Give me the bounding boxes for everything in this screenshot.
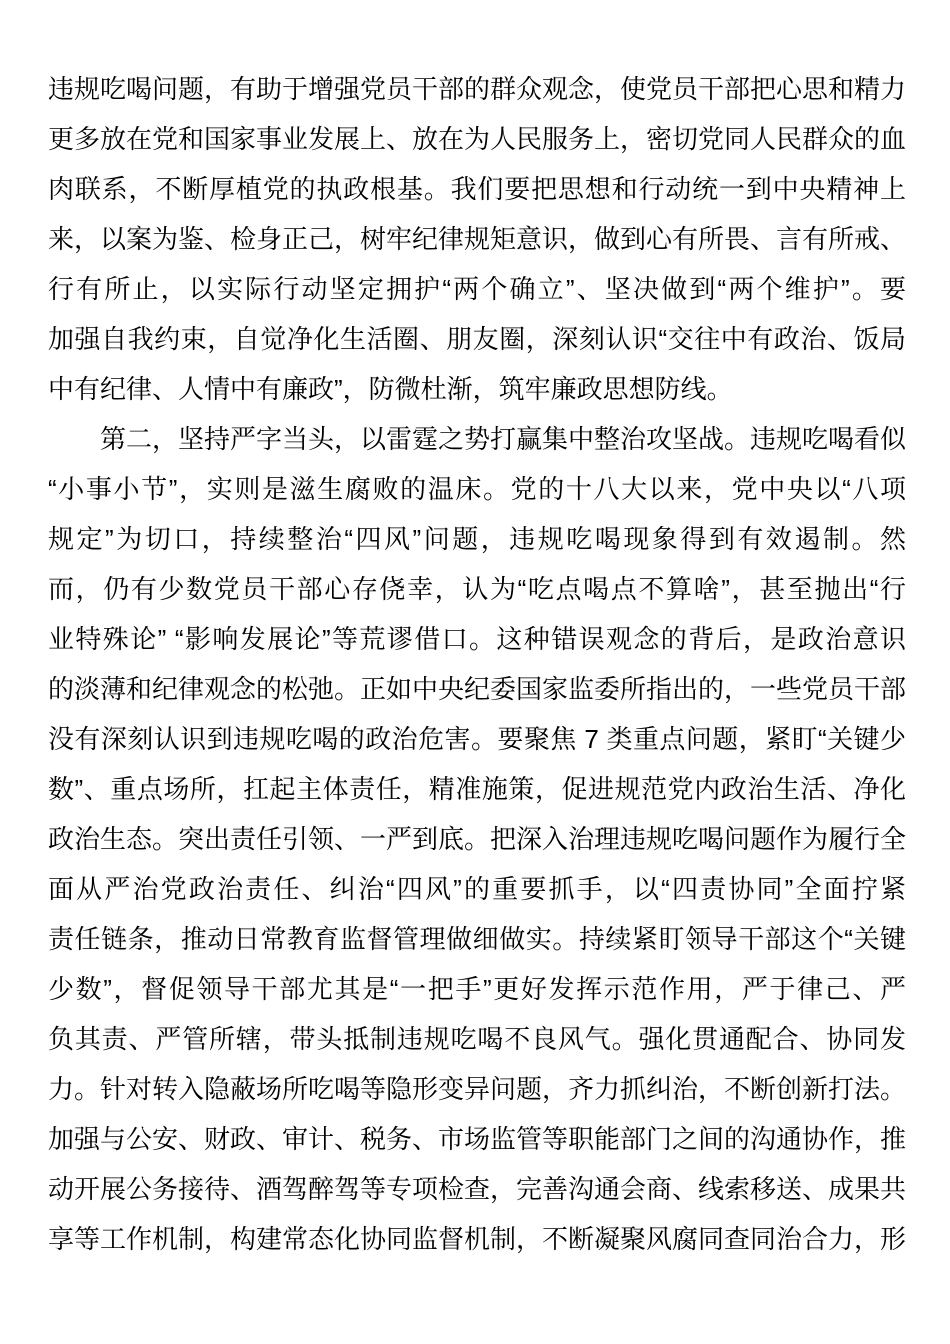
- text-line: 的淡薄和纪律观念的松弛。正如中央纪委国家监委所指出的，一些党员干部: [48, 674, 907, 704]
- text-line: 责任链条，推动日常教育监督管理做细做实。持续紧盯领导干部这个“关键: [48, 924, 906, 954]
- text-line: “小事小节”，实则是滋生腐败的温床。党的十八大以来，党中央以“八项: [48, 474, 906, 504]
- text-line: 违规吃喝问题，有助于增强党员干部的群众观念，使党员干部把心思和精力: [48, 74, 907, 104]
- text-line: 更多放在党和国家事业发展上、放在为人民服务上，密切党同人民群众的血: [48, 124, 907, 154]
- text-line: 行有所止，以实际行动坚定拥护“两个确立”、坚决做到“两个维护”。要: [48, 274, 906, 304]
- text-line: 来，以案为鉴、检身正己，树牢纪律规矩意识，做到心有所畏、言有所戒、: [48, 224, 907, 254]
- text-line: 面从严治党政治责任、纠治“四风”的重要抓手，以“四责协同”全面拧紧: [48, 874, 906, 904]
- text-line: 动开展公务接待、酒驾醉驾等专项检查，完善沟通会商、线索移送、成果共: [48, 1174, 907, 1204]
- text-line: 加强与公安、财政、审计、税务、市场监管等职能部门之间的沟通协作，推: [48, 1124, 907, 1154]
- paragraph-1: [48, 64, 906, 414]
- paragraph-2: [48, 414, 906, 1264]
- text-line: 业特殊论” “影响发展论”等荒谬借口。这种错误观念的背后，是政治意识: [48, 624, 906, 654]
- text-line: 政治生态。突出责任引领、一严到底。把深入治理违规吃喝问题作为履行全: [48, 824, 907, 854]
- text-line: 没有深刻认识到违规吃喝的政治危害。要聚焦 7 类重点问题，紧盯“关键少: [48, 724, 906, 754]
- text-line: 力。针对转入隐蔽场所吃喝等隐形变异问题，齐力抓纠治，不断创新打法。: [48, 1074, 907, 1104]
- text-line: 第二，坚持严字当头，以雷霆之势打赢集中整治攻坚战。违规吃喝看似: [100, 424, 907, 454]
- text-line: 数”、重点场所，扛起主体责任，精准施策，促进规范党内政治生活、净化: [48, 774, 906, 804]
- text-line: 肉联系，不断厚植党的执政根基。我们要把思想和行动统一到中央精神上: [48, 174, 906, 204]
- text-line: 而，仍有少数党员干部心存侥幸，认为“吃点喝点不算啥”，甚至抛出“行: [48, 574, 906, 604]
- text-line: 加强自我约束，自觉净化生活圈、朋友圈，深刻认识“交往中有政治、饭局: [48, 324, 906, 354]
- text-line: 少数”，督促领导干部尤其是“一把手”更好发挥示范作用，严于律己、严: [48, 974, 906, 1004]
- text-line: 规定”为切口，持续整治“四风”问题，违规吃喝现象得到有效遏制。然: [48, 524, 906, 554]
- text-line: 享等工作机制，构建常态化协同监督机制，不断凝聚风腐同查同治合力，形: [48, 1224, 907, 1254]
- text-line: 负其责、严管所辖，带头抵制违规吃喝不良风气。强化贯通配合、协同发: [48, 1024, 906, 1054]
- text-line: 中有纪律、人情中有廉政”，防微杜渐，筑牢廉政思想防线。: [48, 374, 733, 404]
